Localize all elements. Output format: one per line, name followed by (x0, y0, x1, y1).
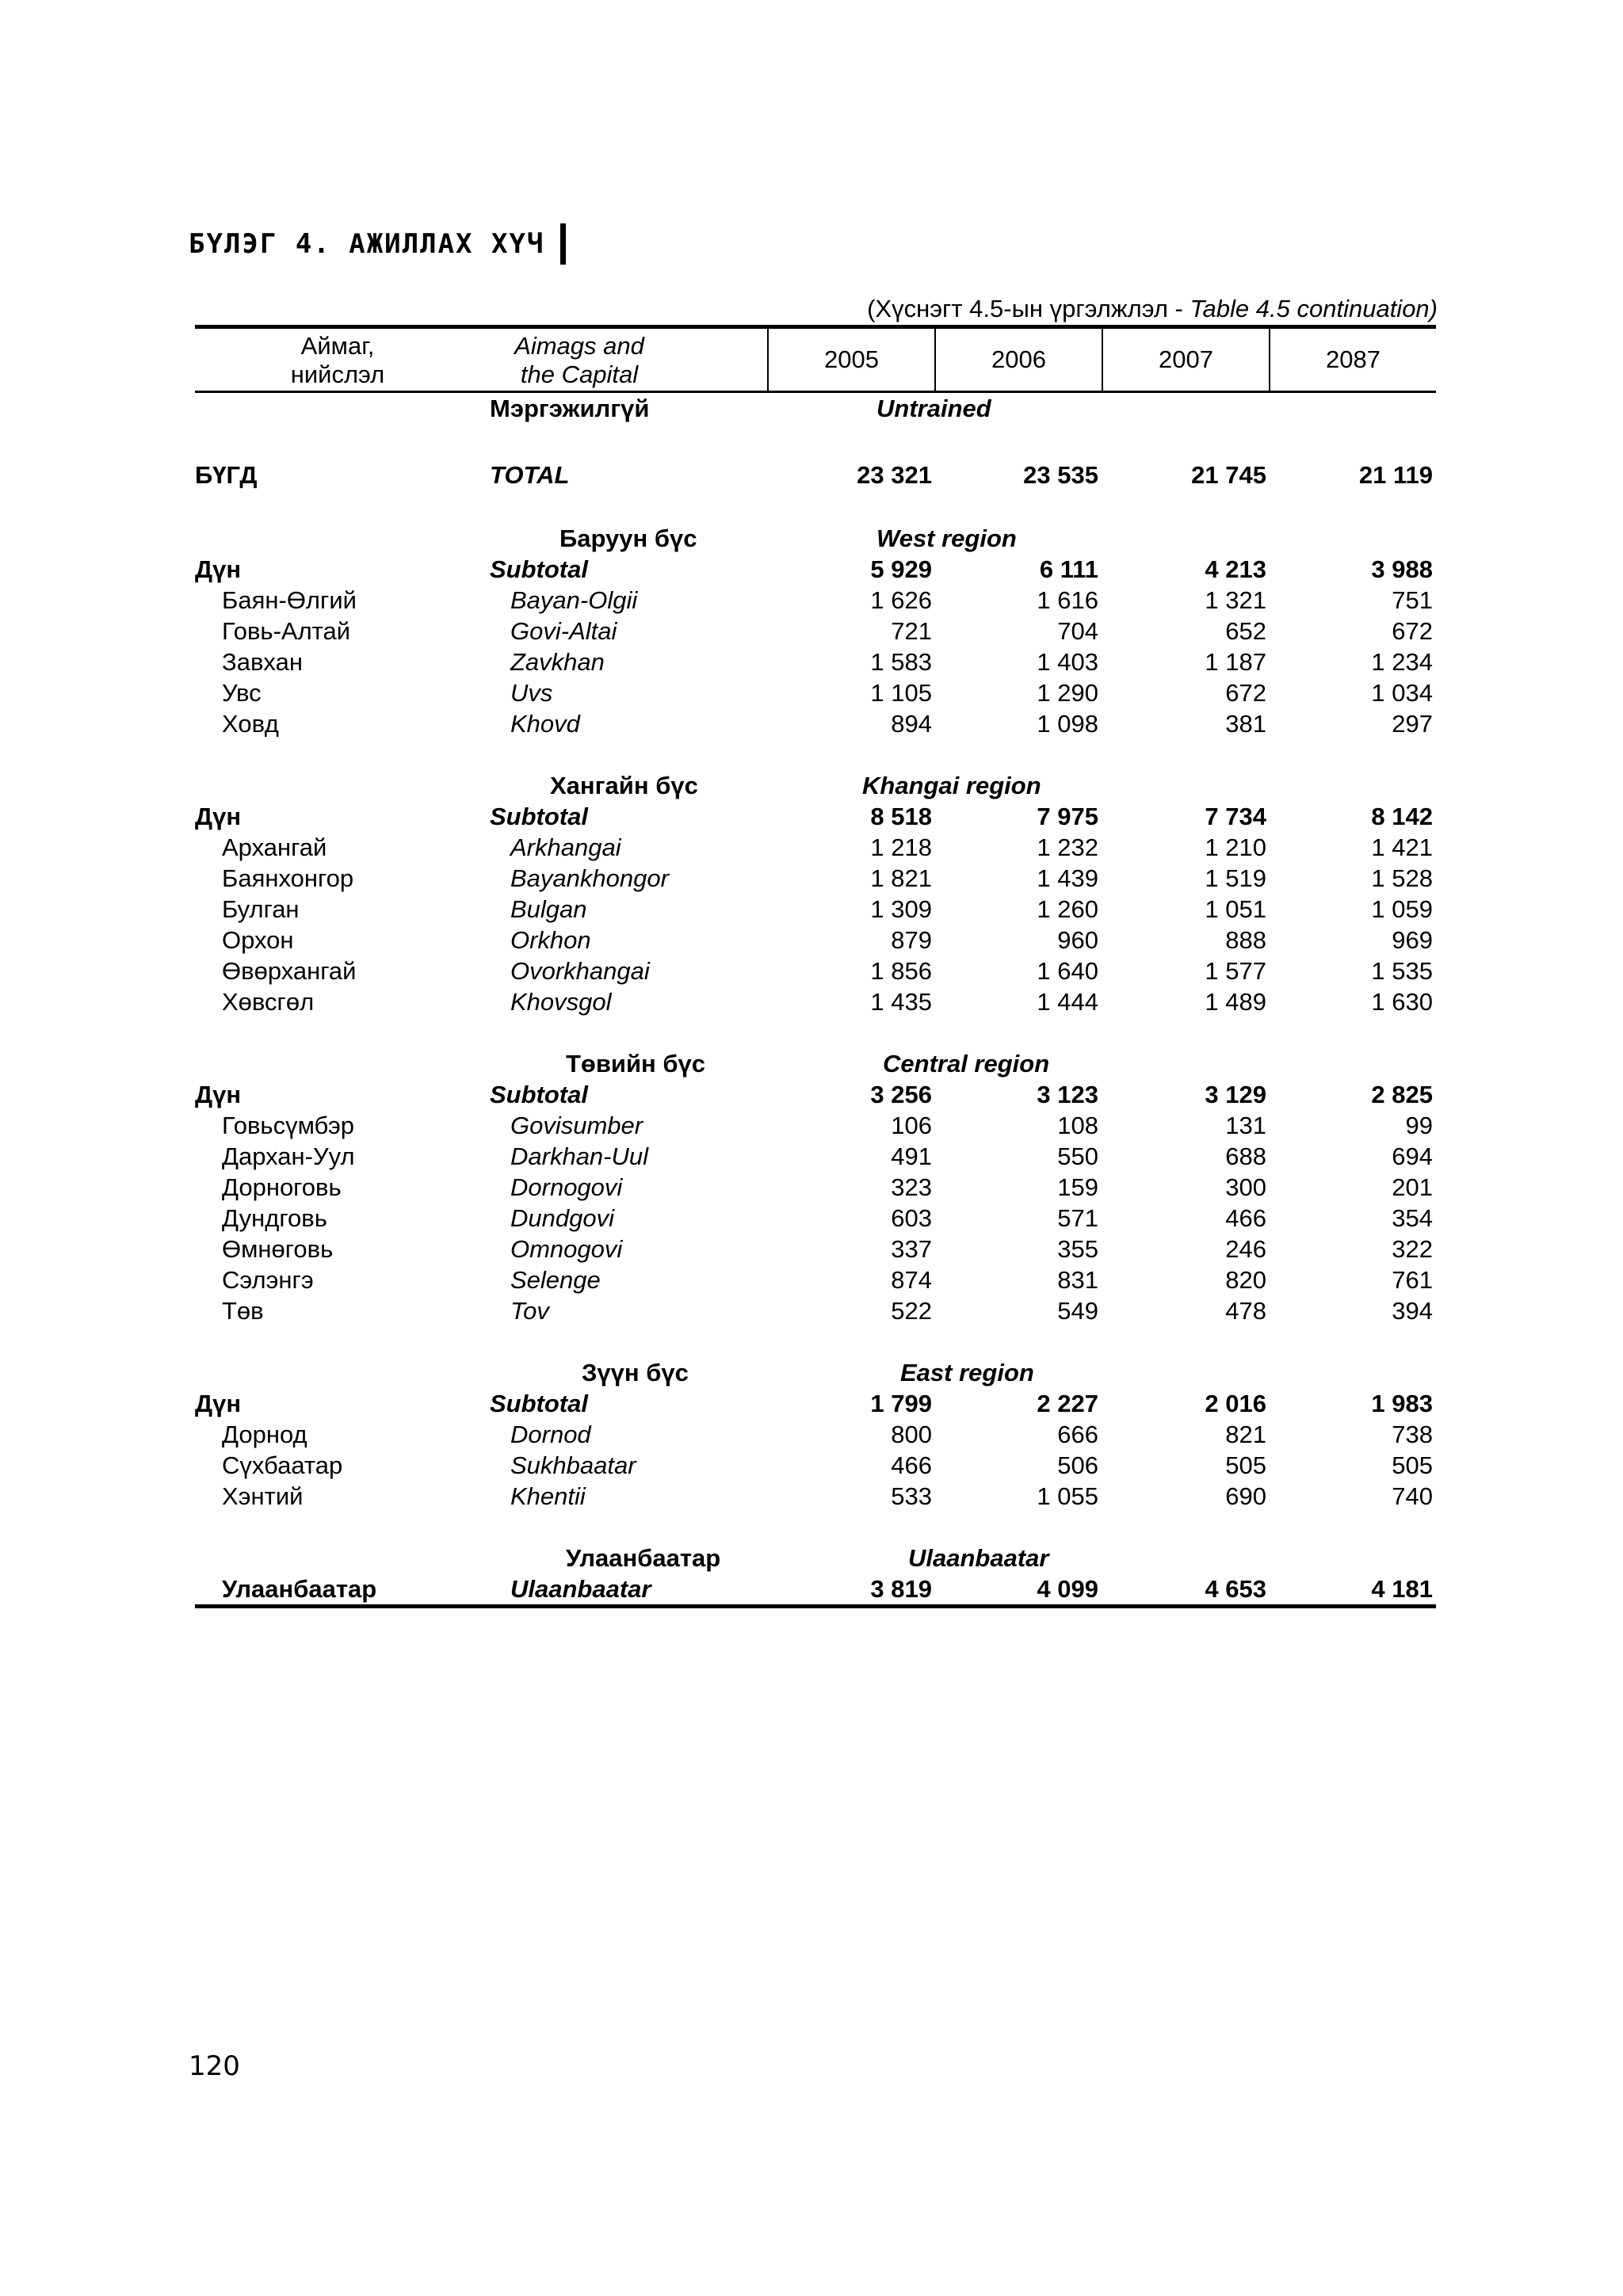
value-cell: 505 (1392, 1451, 1433, 1479)
aimag-name-mn: Өмнөговь (222, 1235, 334, 1263)
value-cell: 1 421 (1371, 833, 1433, 861)
value-cell: 1 098 (1037, 710, 1098, 738)
aimag-name-en: Orkhon (510, 926, 591, 954)
aimag-name-en: Dornogovi (510, 1173, 623, 1201)
aimag-name-en: Dornod (510, 1421, 591, 1448)
table-row (195, 894, 1436, 925)
value-cell: 23 535 (1023, 461, 1098, 489)
region-heading-row (195, 523, 1436, 554)
value-cell: 1 210 (1205, 833, 1266, 861)
value-cell: 533 (891, 1482, 932, 1510)
value-cell: 7 734 (1205, 803, 1266, 830)
value-cell: 21 119 (1358, 461, 1433, 489)
aimag-name-mn: Говь-Алтай (222, 617, 351, 645)
value-cell: 1 616 (1037, 586, 1098, 614)
value-cell: 1 321 (1205, 586, 1266, 614)
value-cell: 721 (891, 617, 932, 645)
value-cell: 1 821 (870, 864, 932, 892)
table-row (195, 1481, 1436, 1512)
value-cell: 751 (1392, 586, 1433, 614)
region-heading-row (195, 1048, 1436, 1079)
value-cell: 1 444 (1037, 988, 1098, 1016)
subtotal-label-mn: Дүн (195, 803, 242, 830)
aimag-name-mn: Сэлэнгэ (222, 1266, 314, 1294)
aimag-name-mn: Орхон (222, 926, 294, 954)
aimag-name-mn: Архангай (222, 833, 327, 861)
value-cell: 323 (891, 1173, 932, 1201)
value-cell: 1 519 (1205, 864, 1266, 892)
value-cell: 337 (891, 1235, 932, 1263)
region-name-en: East region (900, 1359, 1034, 1386)
value-cell: 1 630 (1371, 988, 1433, 1016)
header-year: 2007 (1102, 329, 1269, 391)
value-cell: 603 (891, 1204, 932, 1232)
value-cell: 506 (1057, 1451, 1098, 1479)
value-cell: 4 213 (1205, 555, 1266, 583)
table-row (195, 677, 1436, 708)
header-aimags-en (480, 332, 678, 389)
value-cell: 3 819 (870, 1575, 932, 1603)
value-cell: 1 034 (1371, 679, 1433, 707)
value-cell: 7 975 (1037, 803, 1098, 830)
value-cell: 1 435 (870, 988, 932, 1016)
chapter-bar (560, 223, 566, 265)
aimag-name-en: Darkhan-Uul (510, 1142, 649, 1170)
value-cell: 522 (891, 1297, 932, 1325)
value-cell: 1 105 (870, 679, 932, 707)
subtotal-row (195, 1079, 1436, 1110)
aimag-name-mn: Булган (222, 895, 300, 923)
table-row (195, 955, 1436, 986)
aimag-name-en: Selenge (510, 1266, 601, 1294)
section-heading-row (195, 393, 1436, 424)
value-cell: 821 (1225, 1421, 1266, 1448)
region-heading-row (195, 770, 1436, 801)
table-row (195, 585, 1436, 616)
section-mn: Мэргэжилгүй (490, 395, 650, 422)
table-row (195, 1172, 1436, 1203)
subtotal-label-mn: Дүн (195, 1390, 242, 1417)
table-row (195, 1234, 1436, 1264)
capital-heading-en: Ulaanbaatar (908, 1544, 1049, 1572)
value-cell: 690 (1225, 1482, 1266, 1510)
value-cell: 1 234 (1371, 648, 1433, 676)
table-row (195, 1450, 1436, 1481)
value-cell: 466 (1225, 1204, 1266, 1232)
capital-name-mn: Улаанбаатар (222, 1575, 377, 1603)
chapter-heading (189, 222, 566, 266)
value-cell: 1 640 (1037, 957, 1098, 985)
capital-row (195, 1573, 1436, 1604)
region-heading-row (195, 1357, 1436, 1388)
value-cell: 761 (1392, 1266, 1433, 1294)
subtotal-label-en: Subtotal (490, 555, 588, 583)
value-cell: 550 (1057, 1142, 1098, 1170)
value-cell: 5 929 (870, 555, 932, 583)
value-cell: 874 (891, 1266, 932, 1294)
header-year: 2006 (934, 329, 1102, 391)
table-row (195, 832, 1436, 863)
value-cell: 4 653 (1205, 1575, 1266, 1603)
value-cell: 491 (891, 1142, 932, 1170)
aimag-name-en: Uvs (510, 679, 553, 707)
aimag-name-mn: Сүхбаатар (222, 1451, 343, 1479)
table-row (195, 986, 1436, 1017)
value-cell: 246 (1225, 1235, 1266, 1263)
value-cell: 969 (1392, 926, 1433, 954)
value-cell: 1 260 (1037, 895, 1098, 923)
value-cell: 549 (1057, 1297, 1098, 1325)
value-cell: 1 051 (1205, 895, 1266, 923)
table-bottom-rule (195, 1604, 1436, 1608)
header-years (767, 329, 1436, 391)
value-cell: 108 (1057, 1112, 1098, 1139)
aimag-name-en: Govi-Altai (510, 617, 617, 645)
value-cell: 672 (1392, 617, 1433, 645)
value-cell: 894 (891, 710, 932, 738)
value-cell: 3 123 (1037, 1081, 1098, 1108)
chapter-title: БҮЛЭГ 4. АЖИЛЛАХ ХҮЧ (189, 228, 545, 260)
aimag-name-en: Ovorkhangai (510, 957, 650, 985)
aimag-name-mn: Дорнод (222, 1421, 307, 1448)
value-cell: 688 (1225, 1142, 1266, 1170)
value-cell: 800 (891, 1421, 932, 1448)
table-row (195, 1141, 1436, 1172)
aimag-name-mn: Хэнтий (222, 1482, 304, 1510)
header-year: 2005 (767, 329, 934, 391)
caption-en: Table 4.5 continuation) (1190, 295, 1438, 322)
table-row (195, 708, 1436, 739)
value-cell: 738 (1392, 1421, 1433, 1448)
value-cell: 1 309 (870, 895, 932, 923)
aimag-name-en: Omnogovi (510, 1235, 623, 1263)
aimag-name-mn: Дархан-Уул (222, 1142, 355, 1170)
value-cell: 2 016 (1205, 1390, 1266, 1417)
total-label-mn: БҮГД (195, 461, 258, 489)
aimag-name-en: Bulgan (510, 895, 587, 923)
value-cell: 4 099 (1037, 1575, 1098, 1603)
value-cell: 6 111 (1039, 555, 1098, 583)
value-cell: 2 227 (1037, 1390, 1098, 1417)
value-cell: 297 (1392, 710, 1433, 738)
region-name-en: West region (876, 524, 1017, 552)
value-cell: 1 232 (1037, 833, 1098, 861)
value-cell: 478 (1225, 1297, 1266, 1325)
value-cell: 4 181 (1371, 1575, 1433, 1603)
value-cell: 131 (1225, 1112, 1266, 1139)
header-aimag (195, 332, 480, 389)
section-en: Untrained (876, 395, 991, 422)
value-cell: 394 (1392, 1297, 1433, 1325)
aimag-name-mn: Дорноговь (222, 1173, 342, 1201)
value-cell: 666 (1057, 1421, 1098, 1448)
aimag-name-mn: Төв (222, 1297, 264, 1325)
aimag-name-en: Khovsgol (510, 988, 612, 1016)
value-cell: 652 (1225, 617, 1266, 645)
table-row (195, 616, 1436, 646)
aimag-name-en: Khentii (510, 1482, 586, 1510)
region-name-mn: Хангайн бүс (550, 772, 698, 799)
subtotal-label-en: Subtotal (490, 1081, 588, 1108)
aimag-name-en: Arkhangai (510, 833, 621, 861)
value-cell: 1 290 (1037, 679, 1098, 707)
value-cell: 2 825 (1371, 1081, 1433, 1108)
value-cell: 8 142 (1371, 803, 1433, 830)
table-row (195, 925, 1436, 955)
capital-heading-row (195, 1543, 1436, 1573)
subtotal-label-mn: Дүн (195, 1081, 242, 1108)
region-name-en: Central region (883, 1050, 1050, 1077)
region-name-mn: Төвийн бүс (566, 1050, 706, 1077)
total-label-en: TOTAL (490, 461, 570, 489)
table-row (195, 1295, 1436, 1326)
aimag-name-en: Bayankhongor (510, 864, 669, 892)
aimag-name-mn: Хөвсгөл (222, 988, 315, 1016)
region-name-mn: Баруун бүс (559, 524, 697, 552)
value-cell: 879 (891, 926, 932, 954)
value-cell: 694 (1392, 1142, 1433, 1170)
value-cell: 23 321 (857, 461, 932, 489)
header-aimags-en-line1: Aimags and (514, 332, 644, 360)
capital-heading-mn: Улаанбаатар (566, 1544, 721, 1572)
table-row (195, 1264, 1436, 1295)
subtotal-label-en: Subtotal (490, 803, 588, 830)
aimag-name-mn: Өвөрхангай (222, 957, 357, 985)
table-caption (867, 295, 1438, 323)
capital-name-en: Ulaanbaatar (510, 1575, 651, 1603)
value-cell: 1 489 (1205, 988, 1266, 1016)
aimag-name-en: Tov (510, 1297, 549, 1325)
table-row (195, 863, 1436, 894)
subtotal-row (195, 801, 1436, 832)
subtotal-row (195, 554, 1436, 585)
value-cell: 354 (1392, 1204, 1433, 1232)
value-cell: 3 256 (870, 1081, 932, 1108)
table-row (195, 1203, 1436, 1234)
value-cell: 571 (1057, 1204, 1098, 1232)
value-cell: 3 988 (1371, 555, 1433, 583)
aimag-name-mn: Баянхонгор (222, 864, 354, 892)
value-cell: 740 (1392, 1482, 1433, 1510)
header-aimag-line1: Аймаг, (300, 332, 375, 360)
value-cell: 99 (1405, 1112, 1433, 1139)
value-cell: 1 055 (1037, 1482, 1098, 1510)
table-body (195, 393, 1436, 1604)
aimag-name-en: Bayan-Olgii (510, 586, 638, 614)
subtotal-label-en: Subtotal (490, 1390, 588, 1417)
value-cell: 21 745 (1191, 461, 1266, 489)
table-row (195, 646, 1436, 677)
header-year: 2087 (1269, 329, 1436, 391)
value-cell: 1 583 (870, 648, 932, 676)
aimag-name-en: Khovd (510, 710, 580, 738)
value-cell: 1 218 (870, 833, 932, 861)
value-cell: 1 403 (1037, 648, 1098, 676)
value-cell: 1 856 (870, 957, 932, 985)
value-cell: 1 439 (1037, 864, 1098, 892)
subtotal-row (195, 1388, 1436, 1419)
page-number: 120 (189, 2050, 240, 2082)
value-cell: 1 528 (1371, 864, 1433, 892)
value-cell: 820 (1225, 1266, 1266, 1294)
data-table (195, 325, 1436, 1608)
value-cell: 1 626 (870, 586, 932, 614)
value-cell: 505 (1225, 1451, 1266, 1479)
value-cell: 159 (1057, 1173, 1098, 1201)
value-cell: 3 129 (1205, 1081, 1266, 1108)
value-cell: 960 (1057, 926, 1098, 954)
value-cell: 1 059 (1371, 895, 1433, 923)
region-name-mn: Зүүн бүс (582, 1359, 689, 1386)
caption-mn: (Хүснэгт 4.5-ын үргэлжлэл - (867, 295, 1190, 322)
aimag-name-en: Govisumber (510, 1112, 643, 1139)
aimag-name-mn: Завхан (222, 648, 303, 676)
value-cell: 355 (1057, 1235, 1098, 1263)
value-cell: 1 577 (1205, 957, 1266, 985)
value-cell: 704 (1057, 617, 1098, 645)
header-aimags-en-line2: the Capital (520, 360, 639, 388)
value-cell: 1 983 (1371, 1390, 1433, 1417)
table-row (195, 1419, 1436, 1450)
subtotal-label-mn: Дүн (195, 555, 242, 583)
value-cell: 888 (1225, 926, 1266, 954)
value-cell: 1 187 (1205, 648, 1266, 676)
value-cell: 106 (891, 1112, 932, 1139)
value-cell: 300 (1225, 1173, 1266, 1201)
aimag-name-mn: Ховд (222, 710, 279, 738)
aimag-name-en: Dundgovi (510, 1204, 614, 1232)
aimag-name-mn: Дундговь (222, 1204, 327, 1232)
region-name-en: Khangai region (862, 772, 1041, 799)
value-cell: 1 799 (870, 1390, 932, 1417)
value-cell: 466 (891, 1451, 932, 1479)
value-cell: 1 535 (1371, 957, 1433, 985)
aimag-name-en: Zavkhan (510, 648, 605, 676)
aimag-name-mn: Увс (222, 679, 262, 707)
value-cell: 201 (1392, 1173, 1433, 1201)
value-cell: 831 (1057, 1266, 1098, 1294)
aimag-name-en: Sukhbaatar (510, 1451, 636, 1479)
aimag-name-mn: Баян-Өлгий (222, 586, 357, 614)
value-cell: 381 (1225, 710, 1266, 738)
total-row (195, 460, 1436, 490)
aimag-name-mn: Говьсүмбэр (222, 1112, 355, 1139)
value-cell: 8 518 (870, 803, 932, 830)
header-aimag-line2: нийслэл (290, 360, 385, 388)
table-header (195, 329, 1436, 391)
value-cell: 672 (1225, 679, 1266, 707)
table-row (195, 1110, 1436, 1141)
value-cell: 322 (1392, 1235, 1433, 1263)
